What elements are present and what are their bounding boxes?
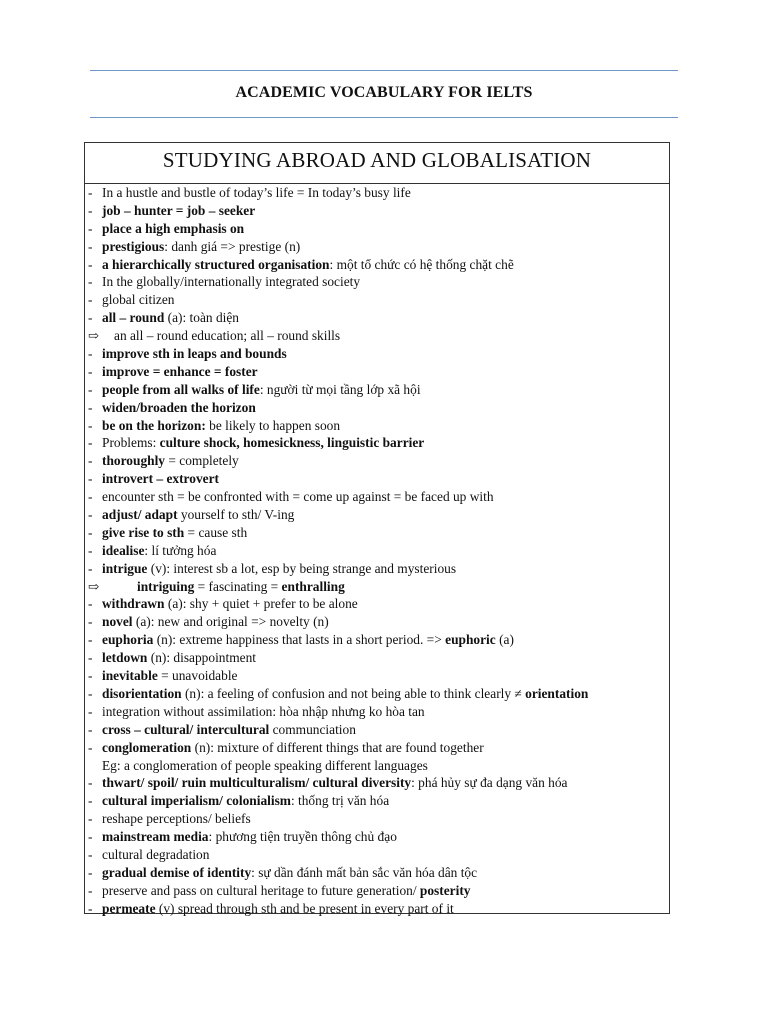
vocab-entry xyxy=(85,542,669,560)
vocab-definition: In the globally/internationally integrated society xyxy=(102,274,361,290)
dash-bullet: - xyxy=(88,346,93,362)
vocab-entry xyxy=(85,381,669,399)
vocab-entry-text xyxy=(102,257,514,272)
vocab-term: improve sth in leaps and bounds xyxy=(102,346,287,362)
vocab-entry xyxy=(85,810,669,828)
vocab-term: euphoric xyxy=(445,632,496,648)
vocab-entry xyxy=(85,613,669,631)
vocab-term: culture shock, homesickness, linguistic barrier xyxy=(159,435,425,451)
vocab-entry xyxy=(85,667,669,685)
vocab-entry xyxy=(85,828,669,846)
vocab-entry-text xyxy=(102,775,568,790)
vocab-entry-text xyxy=(102,901,454,916)
dash-bullet: - xyxy=(88,435,93,451)
vocab-term: posterity xyxy=(419,882,471,898)
vocab-entry xyxy=(85,488,669,506)
vocab-entry xyxy=(85,703,669,721)
vocab-entry xyxy=(85,649,669,667)
vocab-term: orientation xyxy=(525,685,589,701)
dash-bullet: - xyxy=(88,471,93,487)
vocab-definition: : danh giá => prestige (n) xyxy=(164,238,301,254)
vocab-entry-text xyxy=(102,489,494,504)
vocab-term: widen/broaden the horizon xyxy=(102,399,256,415)
vocab-definition: : phá hủy sự đa dạng văn hóa xyxy=(411,775,568,791)
vocab-entry-text xyxy=(102,525,247,540)
vocab-definition: : thống trị văn hóa xyxy=(290,793,390,809)
vocab-entry-text xyxy=(102,328,340,343)
vocab-definition: integration without assimilation: hòa nhập nhưng ko hòa tan xyxy=(102,703,425,719)
vocab-term: idealise xyxy=(102,542,145,558)
vocab-entry xyxy=(85,309,669,327)
vocab-entry xyxy=(85,864,669,882)
vocab-term: be on the horizon: xyxy=(102,417,206,433)
dash-bullet: - xyxy=(88,882,93,898)
dash-bullet: - xyxy=(88,739,93,755)
vocab-term: adjust/ adapt xyxy=(102,507,178,523)
vocab-term: give rise to sth xyxy=(102,524,185,540)
vocab-definition: In a hustle and bustle of today’s life = In today’s busy life xyxy=(102,185,411,200)
vocab-entry-text xyxy=(102,185,411,200)
vocab-definition: communciation xyxy=(269,721,356,737)
vocab-term: conglomeration xyxy=(102,739,192,755)
vocab-entry-text xyxy=(102,865,477,880)
dash-bullet: - xyxy=(88,793,93,809)
vocab-entry xyxy=(85,595,669,613)
dash-bullet: - xyxy=(88,668,93,684)
vocab-entry xyxy=(85,774,669,792)
dash-bullet: - xyxy=(88,381,93,397)
vocab-term: improve = enhance = foster xyxy=(102,363,258,379)
vocab-entry xyxy=(85,399,669,417)
vocab-term: euphoria xyxy=(102,632,154,648)
vocab-entry-text xyxy=(102,758,428,773)
vocab-entry xyxy=(85,273,669,291)
vocab-entry-text xyxy=(102,203,255,218)
vocab-entry xyxy=(85,739,669,757)
vocab-entry-text xyxy=(102,543,216,558)
vocab-term: cultural imperialism/ colonialism xyxy=(102,793,291,809)
dash-bullet: - xyxy=(88,614,93,630)
dash-bullet: - xyxy=(88,417,93,433)
vocab-entry xyxy=(85,846,669,864)
vocab-entry xyxy=(85,256,669,274)
vocab-definition: preserve and pass on cultural heritage to future generation/ xyxy=(102,882,420,898)
vocab-entry-text xyxy=(102,364,258,379)
vocab-term: permeate xyxy=(102,900,156,916)
vocab-definition: = fascinating = xyxy=(194,578,282,594)
vocab-entry-text xyxy=(102,829,397,844)
vocab-term: inevitable xyxy=(102,668,158,684)
vocab-entry xyxy=(85,631,669,649)
vocab-entry xyxy=(85,757,669,775)
vocab-definition: Problems: xyxy=(102,435,160,451)
vocab-entry-text xyxy=(102,722,356,737)
vocab-definition: : sự dần đánh mất bản sắc văn hóa dân tộc xyxy=(251,864,478,880)
vocab-definition: (a): toàn diện xyxy=(164,310,239,326)
vocab-definition: (v) spread through sth and be present in every part of it xyxy=(155,900,454,916)
vocab-entry-text xyxy=(102,704,425,719)
vocab-entry-text xyxy=(102,221,244,236)
vocab-entry-text xyxy=(102,310,239,325)
vocab-term: a hierarchically structured organisation xyxy=(102,256,330,272)
vocab-term: intrigue xyxy=(102,560,148,576)
dash-bullet: - xyxy=(88,507,93,523)
dash-bullet: - xyxy=(88,453,93,469)
vocab-term: novel xyxy=(102,614,133,630)
dash-bullet: - xyxy=(88,310,93,326)
vocab-entry-text xyxy=(102,847,209,862)
vocab-definition: reshape perceptions/ beliefs xyxy=(102,811,251,827)
vocab-definition: an all – round education; all – round skills xyxy=(114,328,341,344)
vocab-entry xyxy=(85,291,669,309)
vocab-term: thoroughly xyxy=(102,453,166,469)
vocab-entry-text xyxy=(102,471,219,486)
vocab-term: all – round xyxy=(102,310,165,326)
section-title: STUDYING ABROAD AND GLOBALISATION xyxy=(85,143,669,184)
vocab-term: letdown xyxy=(102,650,148,666)
dash-bullet: - xyxy=(88,256,93,272)
vocab-term: people from all walks of life xyxy=(102,381,260,397)
vocab-entry xyxy=(85,184,669,202)
vocab-term: disorientation xyxy=(102,685,182,701)
vocab-definition: (n): mixture of different things that are found together xyxy=(191,739,484,755)
vocab-entry xyxy=(85,685,669,703)
vocab-entry-text xyxy=(102,239,300,254)
vocab-entry-text xyxy=(102,614,329,629)
vocab-entry xyxy=(85,345,669,363)
vocab-entry xyxy=(85,792,669,810)
vocab-entry-text xyxy=(102,579,345,594)
vocab-entry-text xyxy=(102,507,294,522)
vocab-term: mainstream media xyxy=(102,829,209,845)
dash-bullet: - xyxy=(88,846,93,862)
vocab-entry xyxy=(85,524,669,542)
vocab-definition: : một tổ chức có hệ thống chặt chẽ xyxy=(329,256,514,272)
vocab-definition: (a): new and original => novelty (n) xyxy=(132,614,329,630)
vocab-entry-text xyxy=(102,435,424,450)
dash-bullet: - xyxy=(88,596,93,612)
vocab-definition: (n): disappointment xyxy=(147,650,256,666)
bottom-divider xyxy=(90,117,678,118)
vocab-definition: (n): a feeling of confusion and not being able to think clearly ≠ xyxy=(181,685,526,701)
dash-bullet: - xyxy=(88,489,93,505)
vocab-term: introvert – extrovert xyxy=(102,471,219,487)
vocab-entry xyxy=(85,327,669,345)
dash-bullet: - xyxy=(88,399,93,415)
vocab-definition: = unavoidable xyxy=(157,668,238,684)
vocab-entry-text xyxy=(102,400,256,415)
dash-bullet: - xyxy=(88,185,93,200)
dash-bullet: - xyxy=(88,811,93,827)
vocab-entry-text xyxy=(102,596,358,611)
vocab-definition: yourself to sth/ V-ing xyxy=(177,507,295,523)
vocab-term: intriguing xyxy=(137,578,195,594)
dash-bullet: - xyxy=(88,560,93,576)
vocab-definition: = completely xyxy=(165,453,239,469)
vocab-definition: : phương tiện truyền thông chủ đạo xyxy=(208,829,397,845)
vocab-entry xyxy=(85,560,669,578)
vocab-entry-text xyxy=(102,632,514,647)
dash-bullet: - xyxy=(88,542,93,558)
vocab-entry xyxy=(85,220,669,238)
vocab-entry xyxy=(85,578,669,596)
vocab-entry-text xyxy=(102,453,239,468)
vocab-entry-text xyxy=(102,274,360,289)
dash-bullet: - xyxy=(88,721,93,737)
vocab-term: place a high emphasis on xyxy=(102,220,245,236)
vocab-definition: (a): shy + quiet + prefer to be alone xyxy=(164,596,358,612)
vocab-entry-text xyxy=(102,883,470,898)
top-divider xyxy=(90,70,678,71)
vocab-term: job – hunter = job – seeker xyxy=(102,202,256,218)
dash-bullet: - xyxy=(88,238,93,254)
vocab-definition: = cause sth xyxy=(184,524,248,540)
dash-bullet: - xyxy=(88,632,93,648)
dash-bullet: - xyxy=(88,775,93,791)
vocab-entry-text xyxy=(102,686,588,701)
vocab-definition: encounter sth = be confronted with = come up against = be faced up with xyxy=(102,489,494,505)
vocab-entry xyxy=(85,721,669,739)
dash-bullet: - xyxy=(88,685,93,701)
vocab-entry-text xyxy=(102,650,256,665)
document-title: ACADEMIC VOCABULARY FOR IELTS xyxy=(235,84,533,101)
vocab-definition: (v): interest sb a lot, esp by being strange and mysterious xyxy=(147,560,457,576)
vocab-entry xyxy=(85,238,669,256)
dash-bullet: - xyxy=(88,829,93,845)
vocab-entry-text xyxy=(102,418,340,433)
vocab-definition: Eg: a conglomeration of people speaking different languages xyxy=(102,757,428,773)
dash-bullet: - xyxy=(88,274,93,290)
vocab-definition: cultural degradation xyxy=(102,846,210,862)
vocab-definition: global citizen xyxy=(102,292,175,308)
vocab-definition: : lí tưởng hóa xyxy=(144,542,217,558)
vocabulary-table xyxy=(84,142,670,914)
dash-bullet: - xyxy=(88,864,93,880)
vocab-term: gradual demise of identity xyxy=(102,864,252,880)
vocab-entry-text xyxy=(102,561,456,576)
vocab-entry xyxy=(85,452,669,470)
dash-bullet: - xyxy=(88,363,93,379)
vocab-term: prestigious xyxy=(102,238,165,254)
vocab-definition: be likely to happen soon xyxy=(205,417,341,433)
vocab-entry xyxy=(85,470,669,488)
vocab-entry xyxy=(85,202,669,220)
arrow-bullet-icon: ⇨ xyxy=(88,578,100,594)
vocab-entry xyxy=(85,900,669,918)
dash-bullet: - xyxy=(88,524,93,540)
dash-bullet: - xyxy=(88,650,93,666)
vocab-entry xyxy=(85,434,669,452)
vocab-term: withdrawn xyxy=(102,596,165,612)
vocab-entry-text xyxy=(102,292,175,307)
dash-bullet: - xyxy=(88,900,93,916)
dash-bullet: - xyxy=(88,202,93,218)
vocab-entry xyxy=(85,882,669,900)
arrow-bullet-icon: ⇨ xyxy=(88,328,99,344)
vocab-definition: : người từ mọi tầng lớp xã hội xyxy=(259,381,421,397)
vocab-term: enthralling xyxy=(281,578,345,594)
vocab-definition: (a) xyxy=(495,632,514,648)
vocab-entry-text xyxy=(102,793,389,808)
vocab-entry-text xyxy=(102,346,287,361)
vocab-term: thwart/ spoil/ ruin multiculturalism/ cultural diversity xyxy=(102,775,412,791)
vocab-entry-text xyxy=(102,668,238,683)
vocab-entry-text xyxy=(102,740,484,755)
vocab-entry-text xyxy=(102,811,251,826)
vocab-entry-text xyxy=(102,382,421,397)
vocab-entry xyxy=(85,363,669,381)
vocabulary-list xyxy=(85,184,669,918)
vocab-definition: (n): extreme happiness that lasts in a short period. => xyxy=(153,632,446,648)
vocab-term: cross – cultural/ intercultural xyxy=(102,721,270,737)
vocab-entry xyxy=(85,506,669,524)
dash-bullet: - xyxy=(88,292,93,308)
vocab-entry xyxy=(85,417,669,435)
dash-bullet: - xyxy=(88,220,93,236)
dash-bullet: - xyxy=(88,703,93,719)
